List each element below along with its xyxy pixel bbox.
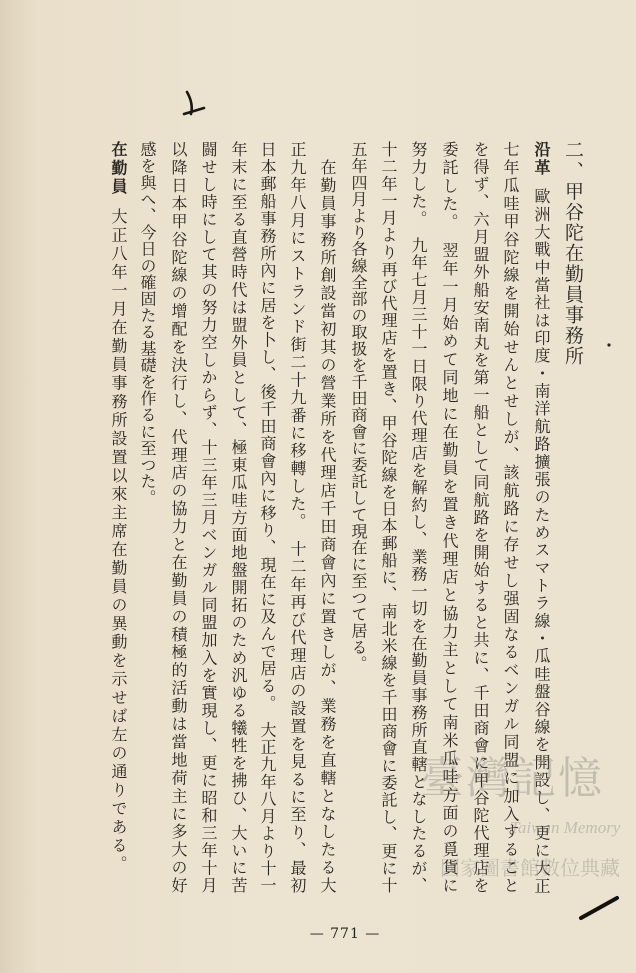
section-label-staff: 在勤員	[109, 141, 128, 197]
text-column-13	[167, 141, 189, 893]
column-text: 歐洲大戰中當社は印度・南洋航路擴張のためスマトラ線・瓜哇盤谷線を開設し、更に大正	[532, 187, 551, 894]
column-text: 五年四月より各線全部の取扱を千田商會に委託して現在に至つて居る。	[349, 141, 368, 673]
text-column-7	[347, 141, 369, 893]
section-heading	[560, 140, 584, 380]
section-label-history: 沿革	[532, 141, 551, 177]
page-number: — 771 —	[309, 926, 381, 942]
ink-mark-bottom	[581, 898, 617, 918]
column-text: 大正八年一月在勤員事務所設置以來主席在勤員の異動を示せば左の通りである。	[109, 207, 128, 872]
text-column-6	[377, 141, 399, 893]
column-text: 以降日本甲谷陀線の增配を決行し、代理店の協力と在勤員の積極的活動は當地荷主に多大の好	[169, 141, 188, 893]
column-text: 七年瓜哇甲谷陀線を開始せんとせしが、該航路に存せし强固なるベンガル同盟に加入すること	[501, 141, 520, 894]
watermark-subtitle: Taiwan Memory	[510, 818, 621, 837]
text-column-8	[316, 141, 338, 893]
watermark-org: 國家圖書館數位典藏	[440, 856, 620, 880]
section-heading-text: 二、甲谷陀在勤員事務所	[562, 140, 584, 367]
column-text: 努力した。 九年七月三十一日限り代理店を解約し、業務一切を在勤員事務所直轄となしたるが、	[409, 141, 428, 893]
column-text: 闘せし時にして其の努力空しからず、十三年三月ベンガル同盟加入を實現し、更に昭和三年十月	[199, 141, 218, 893]
ink-dot	[607, 343, 610, 346]
watermark-title: 臺灣記憶	[420, 753, 604, 804]
text-column-11	[227, 141, 249, 893]
text-column-12	[197, 141, 219, 893]
text-column-10	[256, 141, 278, 893]
text-column-15	[107, 141, 129, 871]
text-column-9	[286, 141, 308, 893]
column-text: 委託した。 翌年一月始めて同地に在勤員を置き代理店と協力主として南米瓜哇方面の覓貨に	[440, 141, 459, 893]
ink-mark-top	[184, 92, 204, 114]
column-text: 感を與へ、今日の確固たる基礎を作るに至つた。	[138, 141, 157, 507]
text-column-14	[136, 141, 158, 893]
column-text: 正九年八月にストランド街二十九番に移轉した。 十二年再び代理店の設置を見るに至り、最初	[288, 141, 307, 894]
column-text: 十二年一月より再び代理店を置き、甲谷陀線を日本郵船に、南北米線を千田商會に委託し、更に十	[379, 141, 398, 893]
column-text: 日本郵船事務所內に居を卜し、後千田商會內に移り、現在に及んで居る。 大正九年八月より十一	[258, 141, 277, 893]
column-text: を得ず、六月盟外船安南丸を第一船として同航路を開始すると共に、千田商會に甲谷陀代理店を	[471, 141, 490, 893]
column-text: 年末に至る直營時代は盟外員として、極東瓜哇方面地盤開拓のため汎ゆる犧牲を拂ひ、大いに苦	[229, 141, 248, 893]
column-text: 在勤員事務所創設當初其の營業所を代理店千田商會內に置きしが、業務を直轄となしたる大	[318, 141, 337, 894]
